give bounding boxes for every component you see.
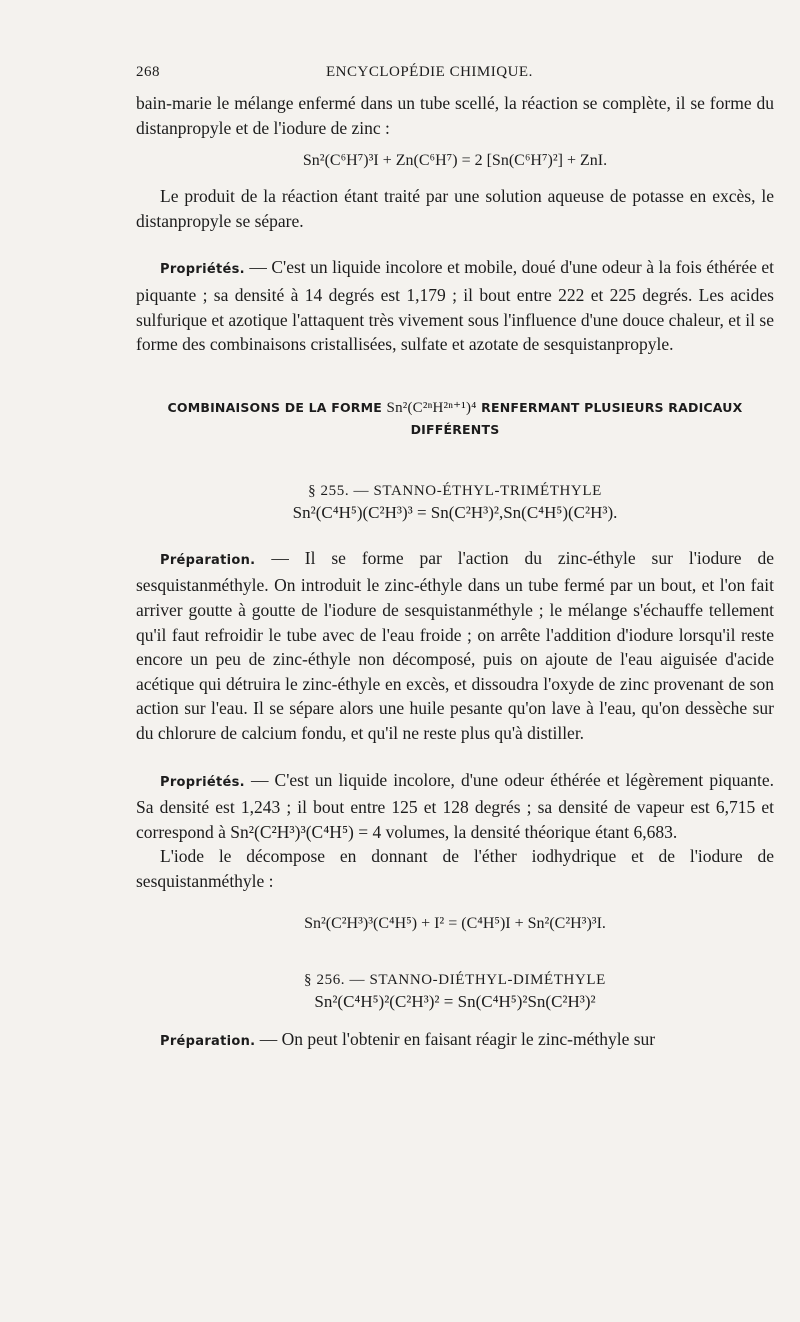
- section-heading-formula: Sn²(C²ⁿH²ⁿ⁺¹)⁴: [386, 399, 477, 416]
- section-heading-line2: DIFFÉRENTS: [410, 421, 500, 437]
- section-256-formula: Sn²(C⁴H⁵)²(C²H³)² = Sn(C⁴H⁵)²Sn(C²H³)²: [314, 992, 596, 1012]
- section-heading-before: COMBINAISONS DE LA FORME: [167, 399, 387, 415]
- page-number: 268: [136, 64, 160, 80]
- properties-text: — C'est un liquide incolore, d'une odeur éthérée et légèrement piquante. Sa densité est 1,243 ; il bout entre 125 et 128 degrés ; sa densité de vapeur est 6,715 et correspond à Sn²(C²H³)³(C⁴H⁵) = 4 volumes, la densité théorique étant 6,683.: [136, 769, 774, 842]
- section-255-title: § 255. — STANNO-ÉTHYL-TRIMÉTHYLE: [308, 482, 602, 499]
- equation-2: Sn²(C²H³)³(C⁴H⁵) + I² = (C⁴H⁵)I + Sn²(C²H³)³I.: [304, 915, 606, 933]
- paragraph-properties-1: [136, 255, 774, 356]
- properties-text: — C'est un liquide incolore et mobile, doué d'une odeur à la fois éthérée et piquante ; sa densité à 14 degrés est 1,179 ; il bout entre 222 et 225 degrés. Les acides sulfurique et azotique l'attaquent très vivement sous l'influence d'une douce chaleur, et il se forme des combinaisons cristallisées, sulfate et azotate de sesquistanpropyle.: [136, 257, 774, 355]
- preparation-lead: Préparation.: [160, 552, 256, 568]
- section-heading: [136, 397, 774, 440]
- section-heading-after: RENFERMANT PLUSIEURS RADICAUX: [476, 399, 743, 415]
- properties-lead: Propriétés.: [160, 262, 245, 278]
- paragraph-separation: Le produit de la réaction étant traité par une solution aqueuse de potasse en excès, le distanpropyle se sépare.: [136, 186, 774, 231]
- preparation-lead: Préparation.: [160, 1034, 256, 1050]
- paragraph-continuation: bain-marie le mélange enfermé dans un tube scellé, la réaction se complète, il se forme du distanpropyle et de l'iodure de zinc :: [136, 93, 774, 138]
- paragraph-preparation-2: [136, 1027, 774, 1055]
- properties-lead: Propriétés.: [160, 774, 245, 790]
- page-header: [136, 64, 774, 81]
- paragraph-iodine: L'iode le décompose en donnant de l'éther iodhydrique et de l'iodure de sesquistanméthyle :: [136, 846, 774, 891]
- preparation-text: — On peut l'obtenir en faisant réagir le zinc-méthyle sur: [255, 1029, 656, 1050]
- preparation-text: — Il se forme par l'action du zinc-éthyle sur l'iodure de sesquistanméthyle. On introduit le zinc-éthyle dans un tube fermé par un bout, et l'on fait arriver goutte à goutte de l'iodure de sesquistanméthyle ; le mélange s'échauffe tellement qu'il faut refroidir le tube avec de l'eau froide ; on arrête l'addition d'iodure lorsqu'il reste encore un peu de zinc-éthyle non décomposé, puis on ajoute de l'eau aiguisée d'acide acétique qui détruira le zinc-éthyle en excès, et dissoudra l'oxyde de zinc provenant de son action sur l'eau. Il se sépare alors une huile pesante qu'on lave à l'eau, qu'on dessèche sur du chlorure de calcium fondu, et qu'il ne reste plus qu'à distiller.: [136, 547, 774, 743]
- paragraph-preparation-1: [136, 546, 774, 746]
- section-256-title: § 256. — STANNO-DIÉTHYL-DIMÉTHYLE: [304, 972, 606, 989]
- running-title: ENCYCLOPÉDIE CHIMIQUE.: [326, 64, 533, 80]
- section-255-formula: Sn²(C⁴H⁵)(C²H³)³ = Sn(C²H³)²,Sn(C⁴H⁵)(C²H³).: [292, 502, 618, 522]
- paragraph-properties-2: [136, 768, 774, 845]
- equation-1: Sn²(C⁶H⁷)³I + Zn(C⁶H⁷) = 2 [Sn(C⁶H⁷)²] + ZnI.: [302, 152, 608, 170]
